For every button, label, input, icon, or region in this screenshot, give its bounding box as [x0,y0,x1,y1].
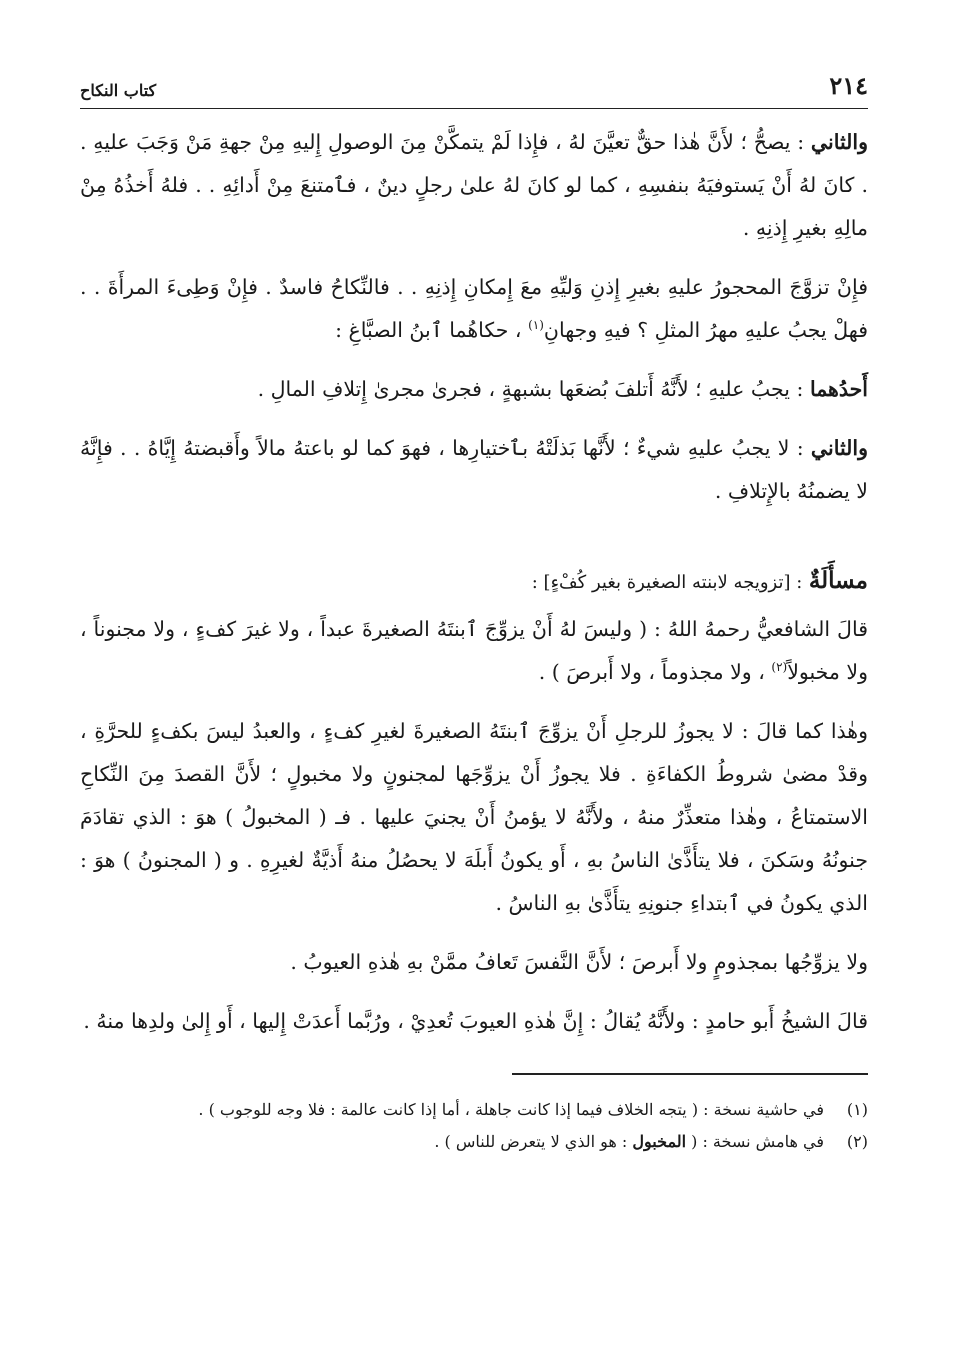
running-title: كتاب النكاح [80,81,157,100]
footnote-number: (١) [846,1100,868,1119]
book-page [80,66,868,1159]
paragraph [80,1000,868,1043]
paragraph-text: ، ولا مجذوماً ، ولا أَبرصَ ) . [538,660,765,684]
issue-title: : [تزويجه لابنته الصغيرة بغير كُفْءٍ] : [531,572,803,593]
footnote-text: في حاشية نسخة : ( يتجه الخلاف فيما إذا كانت جاهلة ، أما إذا كانت عالمة : فلا وجه للوجوب ) . [198,1100,824,1119]
footnote [80,1127,868,1157]
paragraph [80,121,868,250]
issue-label: مسأَلَةٌ [808,567,868,594]
footnote-term: المخبول [632,1132,687,1151]
footnote-text [80,1127,824,1157]
paragraph-text: : لا يجبُ عليهِ شيءٌ ؛ لأَنَّها بَذلَتْهُ بٱختيارِها ، فهوَ كما لو باعتهُ مالاً وأَقبضتهُ إِيَّاهُ . . فإِنَّهُ لا يضمنُهُ بالإِتلافِ . [80,436,868,503]
paragraph-lead: أَحدُهما [809,377,868,401]
footnote [80,1095,868,1125]
paragraph-text: ولا يزوِّجُها بمجذومٍ ولا أَبرصَ ؛ لأَنَّ النَّفسَ تَعافُ ممَّنْ بهِ هٰذهِ العيوبُ . [290,950,868,974]
paragraph [80,427,868,513]
footnote-marker[interactable]: (٢) [771,660,788,675]
footnote-number: (٢) [846,1132,868,1151]
paragraph [80,710,868,925]
paragraph [80,266,868,352]
paragraph-text: ، حكاهُما ٱبنُ الصبَّاغِ : [335,318,522,342]
paragraph-text: قالَ الشافعيُّ رحمهُ اللهُ : ( وليسَ لهُ أَنْ يزوِّجَ ٱبنتَهُ الصغيرةَ عبداً ، ولا غيرَ كفءٍ ، ولا مجنوناً ، ولا مخبولاً [80,617,868,684]
paragraph-text: : يجبُ عليهِ ؛ لأَنَّهُ أَتلفَ بُضعَها بشبهةٍ ، فجرىٰ مجرىٰ إِتلافِ المالِ . [257,377,804,401]
paragraph-text: فإِنْ تزوَّجَ المحجورُ عليهِ بغيرِ إِذنِ وَليِّهِ معَ إِمكانِ إِذنِهِ . . فالنِّكاحُ فاسدٌ . فإِنْ وَطِىءَ المرأَةَ . . فهلْ يجبُ عليهِ مهرُ المثلِ ؟ فيهِ وجهانِ [80,275,868,342]
footnote-separator [512,1073,868,1075]
paragraph-text: : يصحُّ ؛ لأَنَّ هٰذا حقٌّ تعيَّنَ لهُ ، فإِذا لَمْ يتمكَّنْ مِنَ الوصولِ إِليهِ مِنْ جهةِ مَنْ وَجَبَ عليهِ . . كانَ لهُ أَنْ يَستوفيَهُ بنفسِهِ ، كما لو كانَ لهُ علىٰ رجلٍ دينٌ ، فٱمتنعَ مِنْ أَدائِهِ . . فلهُ أَخذُهُ مِنْ مالِهِ بغيرِ إِذنِهِ . [80,130,868,240]
paragraph [80,941,868,984]
footnote-text-pre: في هامش نسخة : ( [691,1132,824,1151]
footnote-text-post: : هو الذي لا يتعرض للناس ) . [434,1132,628,1151]
paragraph-lead: والثاني [810,130,868,154]
paragraph-text: قالَ الشيخُ أَبو حامدٍ : ولأَنَّهُ يُقالُ : إِنَّ هٰذهِ العيوبَ تُعدِيْ ، ورُبَّما أَعدَتْ إِليها ، أَو إِلىٰ ولدِها منهُ . [83,1009,868,1033]
paragraph [80,608,868,694]
paragraph [80,368,868,411]
paragraph-lead: والثاني [810,436,868,460]
paragraph-text: وهٰذا كما قالَ : لا يجوزُ للرجلِ أَنْ يزوِّجَ ٱبنتَهُ الصغيرةَ لغيرِ كفءٍ ، والعبدُ ليسَ بكفءٍ للحرَّةِ ، وقدْ مضىٰ شروطُ الكفاءَةِ . فلا يجوزُ أَنْ يزوِّجَها لمجنونٍ ولا مخبولٍ ؛ لأَنَّ القصدَ مِنَ النِّكاحِ الاستمتاعُ ، وهٰذا متعذِّرٌ منهُ ، ولأَنَّهُ لا يؤمنُ أَنْ يجنيَ عليها . فـ ( المخبولُ ) هوَ : الذي تقادَمَ جنونُهُ وسَكنَ ، فلا يتأَذَّىٰ الناسُ بهِ ، أَو يكونُ أَبلَهَ لا يحصُلُ منهُ أَذيَّةٌ لغيرِهِ . و ( المجنونُ ) هوَ : الذي يكونُ في ٱبتداءِ جنونِهِ يتأَذَّىٰ بهِ الناسُ . [80,719,868,915]
page-header [80,66,868,109]
footnote-marker[interactable]: (١) [528,318,544,333]
issue-heading [80,559,868,604]
page-number: ٢١٤ [829,71,868,100]
